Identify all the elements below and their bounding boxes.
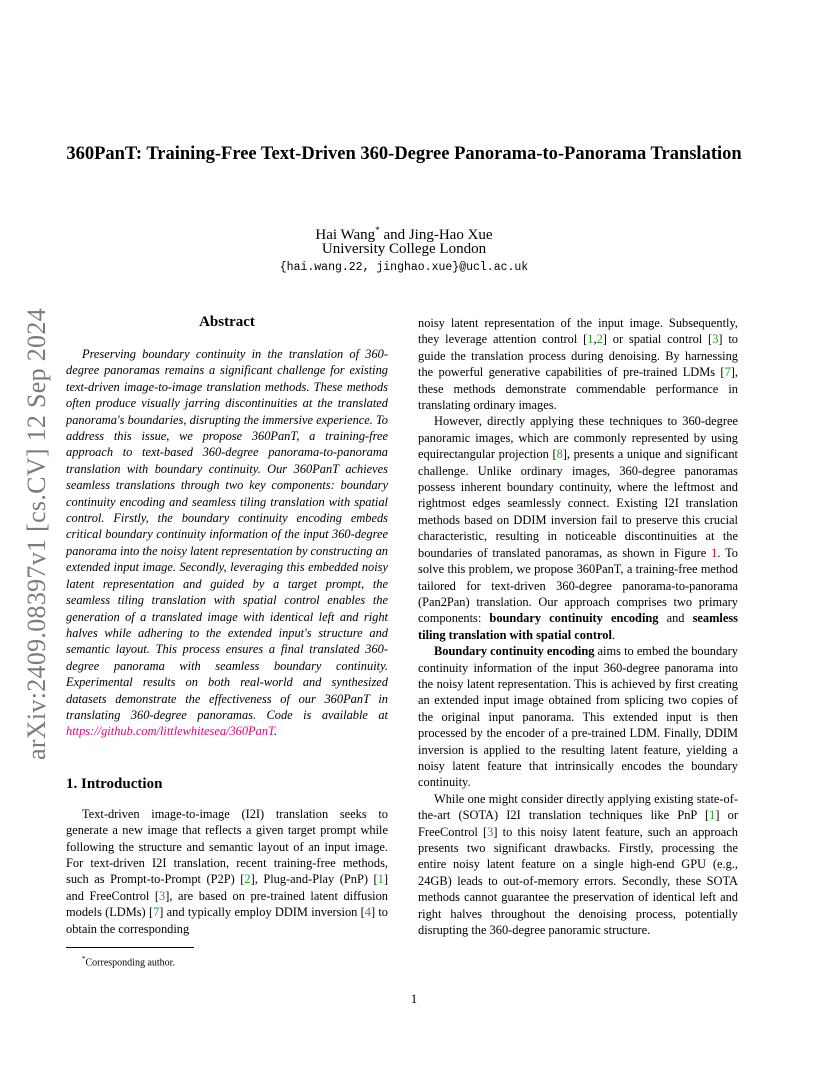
arxiv-stamp: arXiv:2409.08397v1 [cs.CV] 12 Sep 2024 — [22, 308, 51, 760]
intro-paragraph-1: Text-driven image-to-image (I2I) translation seeks to generate a new image that reflects a given target prompt while following the structure and semantic layout of an input image. For text-driven I2I translation, recent training-free methods, such as Prompt-to-Prompt (P2P) [2], Plug-and-Play (PnP) [1] and FreeControl [3], are based on pre-trained latent diffusion models (LDMs) [7] and typically employ DDIM inversion [4] to obtain the corresponding — [66, 806, 388, 936]
citation-link[interactable]: 7 — [724, 365, 731, 380]
citation-link[interactable]: 3 — [712, 332, 719, 347]
right-column — [418, 315, 738, 938]
figure-ref-link[interactable]: 1 — [711, 545, 718, 560]
citation-link[interactable]: 1 — [377, 872, 384, 887]
bold-term: seamless tiling translation with spatial control — [418, 611, 738, 642]
footnote: *Corresponding author. — [82, 955, 175, 969]
citation-link[interactable]: 1 — [587, 332, 594, 347]
citation-link[interactable]: 2 — [596, 332, 603, 347]
left-column — [66, 312, 388, 937]
abstract-text: Preserving boundary continuity in the translation of 360-degree panoramas remains a significant challenge for existing text-driven image-to-image translation methods. These methods often produce visually jarring discontinuities at the translated panorama's boundaries, disrupting the immersive experience. To address this issue, we propose 360PanT, a training-free approach to text-based 360-degree panorama-to-panorama translation with boundary continuity. Our 360PanT achieves seamless translations through two key components: boundary continuity encoding and seamless tiling translation with spatial control. Firstly, the boundary continuity encoding embeds critical boundary continuity information of the input 360-degree panorama into the noisy latent representation by constructing an extended input image. Secondly, leveraging this embedded noisy latent representation and guided by a target prompt, the seamless tiling translation with spatial control enables the generation of a translated image with identical left and right halves while adhering to the extended input's structure and semantic layout. This process ensures a final translated 360-degree panorama with seamless boundary continuity. Experimental results on both real-world and synthesized datasets demonstrate the effectiveness of our 360PanT in translating 360-degree panoramas. Code is available at https://github.com/littlewhitesea/360PanT. — [66, 347, 388, 739]
right-paragraph-0: noisy latent representation of the input image. Subsequently, they leverage attention control [1,2] or spatial control [3] to guide the translation process during denoising. By harnessing the powerful generative capabilities of pre-trained LDMs [7], these methods demonstrate commendable performance in translating ordinary images. — [418, 316, 739, 413]
right-paragraph-3: While one might consider directly applying existing state-of-the-art (SOTA) I2I translation techniques like PnP [1] or FreeControl [3] to this noisy latent feature, such an approach presents two significant drawbacks. Firstly, processing the entire noisy latent feature on a single high-end GPU (e.g., 24GB) leads to out-of-memory errors. Secondly, these SOTA methods cannot guarantee the preservation of identical left and right halves throughout the denoising process, potentially disrupting the 360-degree panoramic structure. — [418, 791, 739, 938]
citation-link[interactable]: 1 — [709, 808, 716, 823]
paper-title: 360PanT: Training-Free Text-Driven 360-Degree Panorama-to-Panorama Translation — [66, 144, 742, 164]
author-first: Hai Wang — [315, 227, 376, 243]
right-paragraph-2: Boundary continuity encoding aims to embed the boundary continuity information of the input 360-degree panorama into the noisy latent representation. This is achieved by first creating an extended input image obtained from splicing two copies of the original input panorama. This extended input is then processed by the encoder of a pre-trained LDM. Finally, DDIM inversion is applied to the resulting latent feature, yielding a noisy latent feature that intrinsically encodes the boundary continuity. — [418, 644, 738, 790]
abstract-heading: Abstract — [199, 314, 255, 330]
page-number: 1 — [410, 991, 418, 1006]
citation-link[interactable]: 3 — [487, 824, 494, 839]
footnote-rule — [66, 947, 194, 948]
citation-link[interactable]: 4 — [364, 905, 371, 920]
affiliation: University College London — [321, 241, 487, 257]
code-link[interactable]: https://github.com/littlewhitesea/360PanT — [66, 724, 274, 739]
citation-link[interactable]: 8 — [556, 447, 563, 462]
author-rest: and Jing-Hao Xue — [379, 227, 493, 243]
bold-term: boundary continuity encoding — [489, 611, 659, 626]
corresponding-mark: * — [375, 225, 380, 235]
citation-link[interactable]: 7 — [153, 905, 160, 920]
citation-link[interactable]: 3 — [159, 888, 166, 903]
author-emails: {hai.wang.22, jinghao.xue}@ucl.ac.uk — [279, 261, 529, 274]
intro-heading: 1. Introduction — [66, 775, 163, 792]
bold-term: Boundary continuity encoding — [434, 644, 595, 659]
right-paragraph-1: However, directly applying these techniques to 360-degree panoramic images, which are commonly represented by using equirectangular projection [8], presents a unique and significant challenge. Unlike ordinary images, 360-degree panoramas possess inherent boundary continuity, where the leftmost and rightmost edges seamlessly connect. Existing I2I translation methods based on DDIM inversion fail to preserve this crucial characteristic, resulting in noticeable discontinuities at the boundaries of translated panoramas, as shown in Figure 1. To solve this problem, we propose 360PanT, a training-free method tailored for text-driven 360-degree panorama-to-panorama (Pan2Pan) translation. Our approach comprises two primary components: boundary continuity encoding and seamless tiling translation with spatial control. — [418, 414, 738, 642]
citation-link[interactable]: 2 — [244, 872, 251, 887]
